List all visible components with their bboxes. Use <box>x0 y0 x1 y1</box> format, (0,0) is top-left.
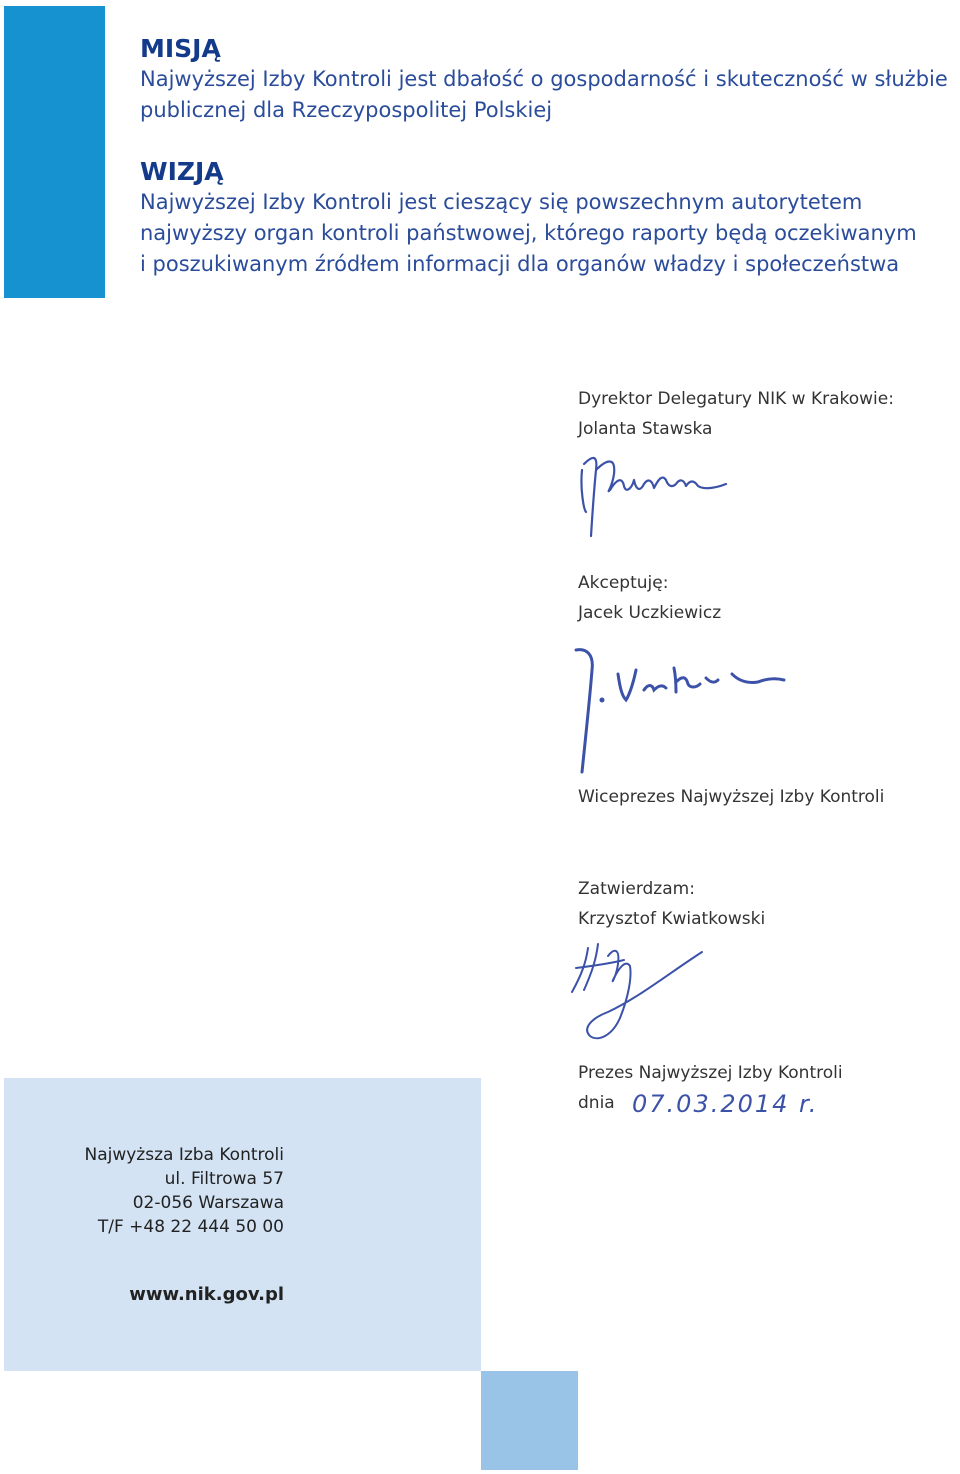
vision-heading: WIZJĄ <box>140 157 224 186</box>
approval-label: Zatwierdzam: <box>578 879 695 899</box>
president-name: Krzysztof Kwiatkowski <box>578 909 766 929</box>
city-postcode: 02-056 Warszawa <box>132 1193 284 1213</box>
decorative-square <box>481 1371 578 1470</box>
vice-president-title: Wiceprezes Najwyższej Izby Kontroli <box>578 787 885 807</box>
contact-address <box>84 1143 284 1239</box>
vice-president-signature-block <box>578 568 721 628</box>
website-link[interactable]: www.nik.gov.pl <box>129 1284 284 1305</box>
vision-text-line: Najwyższej Izby Kontroli jest cieszący się powszechnym autorytetem <box>140 190 863 214</box>
vice-president-title-block <box>578 782 884 812</box>
president-handwritten-signature <box>568 938 718 1048</box>
accent-bar <box>4 6 105 298</box>
phone-number: T/F +48 22 444 50 00 <box>97 1217 284 1237</box>
president-signature-block <box>578 874 765 934</box>
date-label: dnia <box>578 1093 615 1113</box>
vice-president-handwritten-signature <box>572 644 792 774</box>
mission-statement <box>140 34 950 126</box>
director-name: Jolanta Stawska <box>578 419 713 439</box>
mission-text-line: Najwyższej Izby Kontroli jest dbałość o gospodarność i skuteczność w służbie <box>140 67 948 91</box>
mission-heading: MISJĄ <box>140 34 221 63</box>
president-title: Prezes Najwyższej Izby Kontroli <box>578 1063 843 1083</box>
acceptance-label: Akceptuję: <box>578 573 669 593</box>
director-signature-block <box>578 384 894 444</box>
vision-text-line: i poszukiwanym źródłem informacji dla organów władzy i społeczeństwa <box>140 252 900 276</box>
street-address: ul. Filtrowa 57 <box>164 1169 284 1189</box>
director-handwritten-signature <box>576 450 736 542</box>
vision-text-line: najwyższy organ kontroli państwowej, którego raporty będą oczekiwanym <box>140 221 917 245</box>
vice-president-name: Jacek Uczkiewicz <box>578 603 722 623</box>
mission-text-line: publicznej dla Rzeczypospolitej Polskiej <box>140 98 553 122</box>
handwritten-date: 07.03.2014 r. <box>632 1090 819 1118</box>
director-role: Dyrektor Delegatury NIK w Krakowie: <box>578 389 894 409</box>
vision-statement <box>140 157 950 280</box>
org-name: Najwyższa Izba Kontroli <box>84 1145 284 1165</box>
